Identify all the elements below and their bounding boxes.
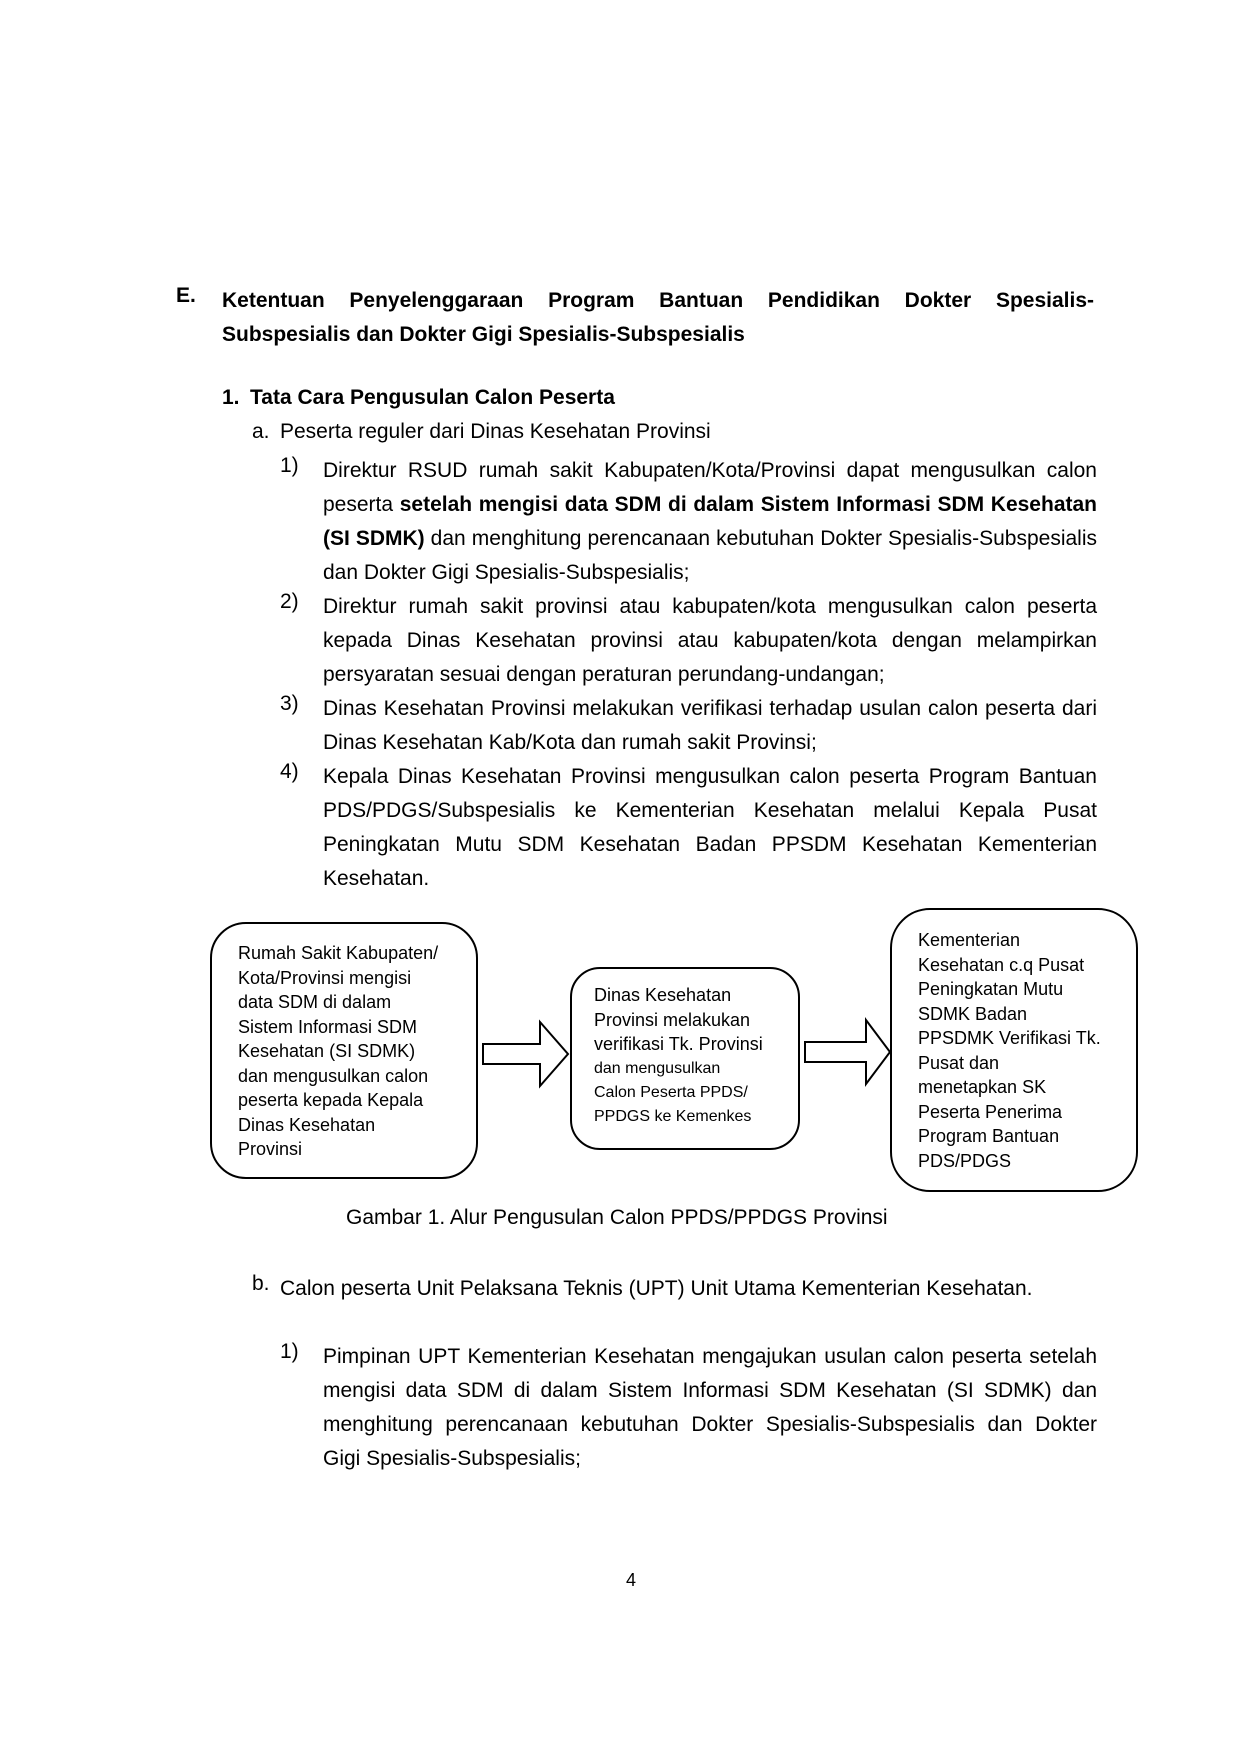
flow-line: dan mengusulkan calon bbox=[238, 1065, 429, 1086]
flow-line: SDMK Badan bbox=[918, 1003, 1028, 1024]
flow-arrow-1 bbox=[480, 1018, 572, 1090]
flow-line: Dinas Kesehatan bbox=[238, 1114, 376, 1135]
flow-line: verifikasi Tk. Provinsi bbox=[594, 1034, 763, 1054]
flow-line: PDS/PDGS bbox=[918, 1150, 1012, 1171]
flow-line: menetapkan SK bbox=[918, 1077, 1047, 1097]
flow-arrow-2 bbox=[802, 1016, 894, 1088]
point-a1-post: dan menghitung perencanaan kebutuhan Dokter Spesialis-Subspesialis dan Dokter Gigi Spesialis-Subspesialis; bbox=[323, 527, 1097, 584]
flow-box-dinas-kesehatan-text bbox=[594, 983, 763, 1129]
figure-caption: Gambar 1. Alur Pengusulan Calon PPDS/PPDGS Provinsi bbox=[346, 1206, 888, 1229]
subsection-heading bbox=[222, 386, 615, 410]
flow-line: Provinsi melakukan bbox=[594, 1009, 751, 1030]
flow-line: PPSDMK Verifikasi Tk. bbox=[918, 1028, 1101, 1048]
point-a1-bold: setelah mengisi data SDM di dalam Sistem Informasi SDM Kesehatan (SI SDMK) bbox=[323, 493, 1097, 550]
point-a1-number: 1) bbox=[280, 454, 299, 477]
flow-line: data SDM di dalam bbox=[238, 992, 392, 1012]
flow-line: Calon Peserta PPDS/ bbox=[594, 1083, 748, 1101]
flow-line: Program Bantuan bbox=[918, 1126, 1060, 1146]
subsection-number: 1. bbox=[222, 386, 240, 409]
flow-line: PPDGS ke Kemenkes bbox=[594, 1107, 752, 1125]
point-a2-text: Direktur rumah sakit provinsi atau kabupaten/kota mengusulkan calon peserta kepada Dinas Kesehatan provinsi atau kabupaten/kota dengan melampirkan persyaratan sesuai dengan peraturan perundang-undangan; bbox=[323, 595, 1097, 686]
item-b-text: Calon peserta Unit Pelaksana Teknis (UPT) Unit Utama Kementerian Kesehatan. bbox=[280, 1277, 1033, 1300]
flow-line: Kesehatan c.q Pusat bbox=[918, 954, 1085, 975]
point-a1-text bbox=[323, 454, 1097, 590]
flow-line: Kesehatan (SI SDMK) bbox=[238, 1041, 416, 1061]
point-a3-text: Dinas Kesehatan Provinsi melakukan verifikasi terhadap usulan calon peserta dari Dinas Kesehatan Kab/Kota dan rumah sakit Provinsi; bbox=[323, 697, 1097, 754]
flow-box-rumah-sakit-text bbox=[238, 941, 438, 1162]
flow-line: Sistem Informasi SDM bbox=[238, 1016, 418, 1037]
point-b1-number: 1) bbox=[280, 1340, 299, 1363]
flow-line: Rumah Sakit Kabupaten/ bbox=[238, 943, 439, 963]
flow-line: Provinsi bbox=[238, 1139, 303, 1159]
flow-line: Dinas Kesehatan bbox=[594, 985, 732, 1005]
point-b1-text: Pimpinan UPT Kementerian Kesehatan mengajukan usulan calon peserta setelah mengisi data SDM di dalam Sistem Informasi SDM Kesehatan (SI SDMK) dan menghitung perencanaan kebutuhan Dokter Spesialis-Subspesialis dan Dokter Gigi Spesialis-Subspesialis; bbox=[323, 1345, 1097, 1470]
point-a2-number: 2) bbox=[280, 590, 299, 613]
item-a-letter: a. bbox=[252, 420, 270, 443]
point-a4-number: 4) bbox=[280, 760, 299, 783]
section-letter: E. bbox=[176, 284, 196, 307]
point-a1-pre: Direktur RSUD rumah sakit Kabupaten/Kota/Provinsi dapat mengusulkan calon peserta bbox=[323, 459, 1097, 516]
point-a3-number: 3) bbox=[280, 692, 299, 715]
point-a4-text: Kepala Dinas Kesehatan Provinsi mengusulkan calon peserta Program Bantuan PDS/PDGS/Subspesialis ke Kementerian Kesehatan melalui Kepala Pusat Peningkatan Mutu SDM Kesehatan Badan PPSDM Kesehatan Kementerian Kesehatan. bbox=[323, 765, 1097, 890]
flow-box-kementerian-text bbox=[918, 928, 1101, 1173]
section-title: Ketentuan Penyelenggaraan Program Bantuan Pendidikan Dokter Spesialis-Subspesialis dan Dokter Gigi Spesialis-Subspesialis bbox=[222, 289, 1094, 346]
flow-line: Kementerian bbox=[918, 930, 1021, 950]
flow-line: Peningkatan Mutu bbox=[918, 979, 1064, 999]
item-b-letter: b. bbox=[252, 1272, 270, 1295]
subsection-title: Tata Cara Pengusulan Calon Peserta bbox=[250, 386, 615, 409]
item-a-text: Peserta reguler dari Dinas Kesehatan Provinsi bbox=[280, 420, 711, 443]
flow-line: Kota/Provinsi mengisi bbox=[238, 967, 412, 988]
flow-line: peserta kepada Kepala bbox=[238, 1090, 424, 1110]
page-number: 4 bbox=[626, 1570, 637, 1590]
flow-line: dan mengusulkan bbox=[594, 1059, 721, 1077]
flow-line: Pusat dan bbox=[918, 1052, 1000, 1073]
flow-line: Peserta Penerima bbox=[918, 1101, 1063, 1122]
